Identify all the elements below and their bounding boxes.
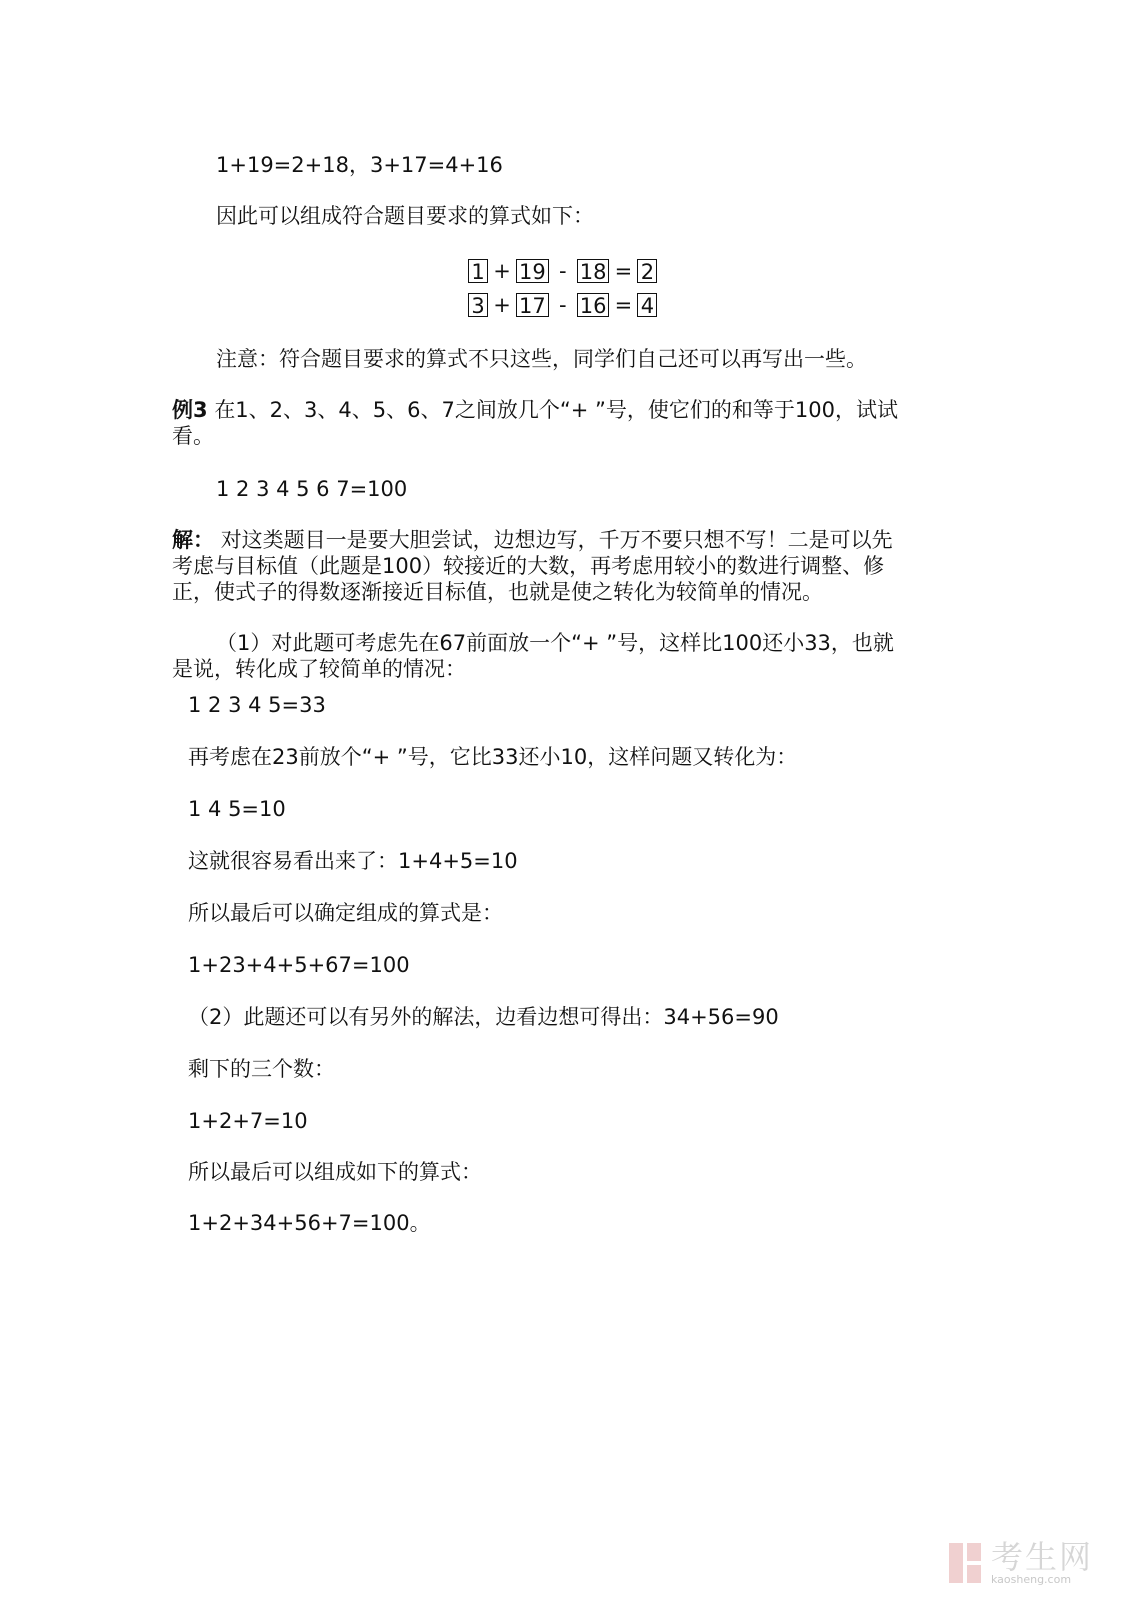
- equation-box: 3: [468, 293, 488, 317]
- boxed-equation: [468, 290, 657, 320]
- equation-line: 1+23+4+5+67=100: [188, 953, 410, 977]
- text-line: 所以最后可以组成如下的算式：: [188, 1160, 482, 1184]
- watermark-logo-icon: [949, 1543, 983, 1583]
- text-line: 这就很容易看出来了：1+4+5=10: [188, 849, 518, 873]
- equals-sign: =: [614, 259, 633, 283]
- equation-box: 1: [468, 259, 488, 283]
- text-line: 再考虑在23前放个“+ ”号，它比33还小10，这样问题又转化为：: [188, 745, 798, 769]
- example-heading: [172, 397, 898, 423]
- text-line: 所以最后可以确定组成的算式是：: [188, 901, 503, 925]
- equation-box: 19: [516, 259, 549, 283]
- text-line: 因此可以组成符合题目要求的算式如下：: [216, 204, 594, 228]
- text-line: 1+19=2+18，3+17=4+16: [216, 153, 503, 177]
- text-line: 剩下的三个数：: [188, 1057, 335, 1081]
- text-line: （1）对此题可考虑先在67前面放一个“+ ”号，这样比100还小33，也就: [216, 631, 894, 655]
- solution-label: 解：: [172, 528, 214, 552]
- plus-sign: +: [493, 293, 511, 317]
- equation-box: 16: [577, 293, 610, 317]
- minus-sign: -: [558, 259, 567, 283]
- equation-line: 1 4 5=10: [188, 797, 286, 821]
- equals-sign: =: [614, 293, 633, 317]
- equation-box: 17: [516, 293, 549, 317]
- solution-heading: [172, 527, 893, 553]
- text-line: 是说，转化成了较简单的情况：: [172, 657, 466, 681]
- equation-line: 1+2+34+56+7=100。: [188, 1211, 431, 1235]
- watermark-url: kaosheng.com: [990, 1573, 1072, 1586]
- example-label: 例3: [172, 398, 208, 422]
- text-line: 正，使式子的得数逐渐接近目标值，也就是使之转化为较简单的情况。: [172, 580, 823, 604]
- text-line: 看。: [172, 424, 214, 448]
- text-line: 考虑与目标值（此题是100）较接近的大数，再考虑用较小的数进行调整、修: [172, 554, 885, 578]
- equation-line: 1 2 3 4 5 6 7=100: [216, 477, 408, 501]
- watermark: [949, 1540, 1093, 1586]
- watermark-title: 考生网: [990, 1538, 1093, 1576]
- equation-box: 18: [577, 259, 610, 283]
- solution-text: 对这类题目一是要大胆尝试，边想边写，千万不要只想不写！二是可以先: [220, 528, 893, 552]
- equation-box: 4: [637, 293, 657, 317]
- minus-sign: -: [558, 293, 567, 317]
- note-line: 注意：符合题目要求的算式不只这些，同学们自己还可以再写出一些。: [216, 347, 867, 371]
- boxed-equation: [468, 256, 657, 286]
- example-text: 在1、2、3、4、5、6、7之间放几个“+ ”号，使它们的和等于100，试试: [214, 398, 898, 422]
- text-line: （2）此题还可以有另外的解法，边看边想可得出：34+56=90: [188, 1005, 779, 1029]
- equation-line: 1+2+7=10: [188, 1109, 308, 1133]
- plus-sign: +: [493, 259, 511, 283]
- equation-box: 2: [637, 259, 657, 283]
- equation-line: 1 2 3 4 5=33: [188, 693, 326, 717]
